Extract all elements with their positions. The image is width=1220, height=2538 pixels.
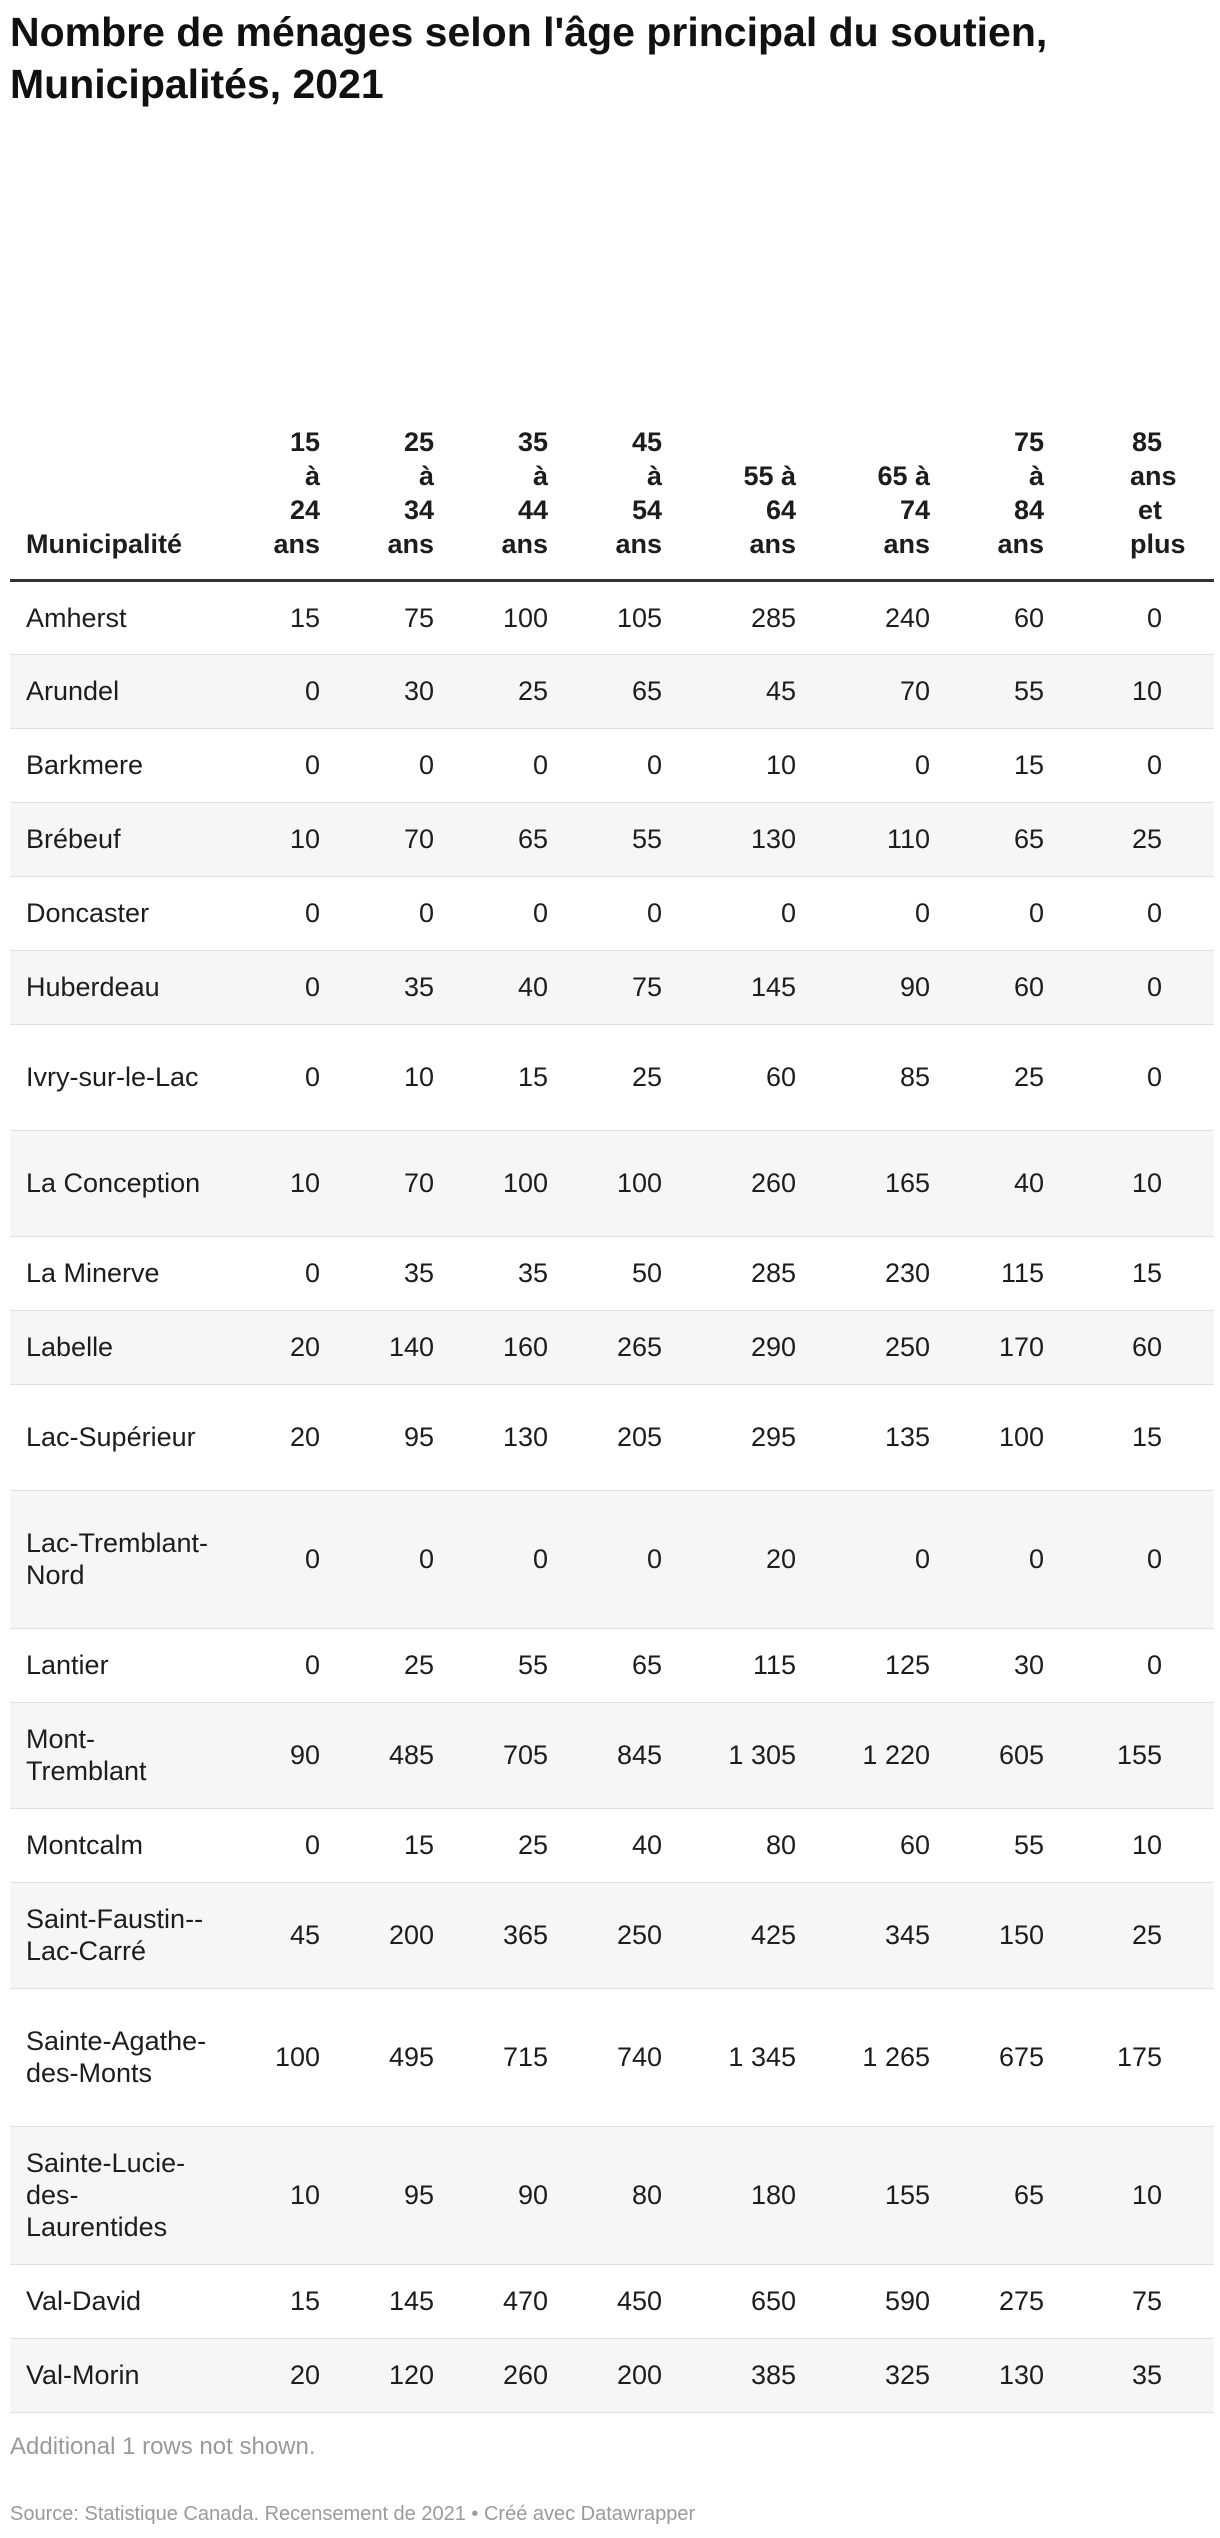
value-cell: 240 bbox=[812, 580, 946, 654]
value-cell: 25 bbox=[564, 1024, 678, 1130]
table-row bbox=[10, 1310, 1214, 1384]
value-cell: 130 bbox=[450, 1384, 564, 1490]
table-row bbox=[10, 2126, 1214, 2264]
value-cell: 325 bbox=[812, 2338, 946, 2412]
value-cell: 0 bbox=[336, 728, 450, 802]
municipality-cell: Val-Morin bbox=[10, 2338, 228, 2412]
table-row bbox=[10, 728, 1214, 802]
rows-hidden-note: Additional 1 rows not shown. bbox=[10, 2433, 316, 2460]
value-cell: 0 bbox=[678, 876, 812, 950]
value-cell: 250 bbox=[564, 1882, 678, 1988]
value-cell: 35 bbox=[1060, 2338, 1214, 2412]
value-cell: 25 bbox=[1060, 802, 1214, 876]
value-cell: 290 bbox=[678, 1310, 812, 1384]
value-cell: 605 bbox=[946, 1702, 1060, 1808]
column-header[interactable]: 15 à 24 ans bbox=[228, 415, 336, 580]
municipality-cell: La Minerve bbox=[10, 1236, 228, 1310]
value-cell: 0 bbox=[564, 728, 678, 802]
value-cell: 0 bbox=[946, 1490, 1060, 1628]
value-cell: 165 bbox=[812, 1130, 946, 1236]
table-row bbox=[10, 876, 1214, 950]
value-cell: 1 345 bbox=[678, 1988, 812, 2126]
value-cell: 80 bbox=[678, 1808, 812, 1882]
value-cell: 250 bbox=[812, 1310, 946, 1384]
value-cell: 55 bbox=[946, 654, 1060, 728]
column-header[interactable]: 65 à 74 ans bbox=[812, 415, 946, 580]
value-cell: 115 bbox=[946, 1236, 1060, 1310]
value-cell: 0 bbox=[228, 728, 336, 802]
value-cell: 0 bbox=[1060, 876, 1214, 950]
value-cell: 70 bbox=[812, 654, 946, 728]
table-row bbox=[10, 1490, 1214, 1628]
value-cell: 0 bbox=[1060, 1024, 1214, 1130]
value-cell: 470 bbox=[450, 2264, 564, 2338]
municipality-cell: Val-David bbox=[10, 2264, 228, 2338]
value-cell: 140 bbox=[336, 1310, 450, 1384]
value-cell: 110 bbox=[812, 802, 946, 876]
value-cell: 30 bbox=[946, 1628, 1060, 1702]
value-cell: 260 bbox=[678, 1130, 812, 1236]
table-row bbox=[10, 1024, 1214, 1130]
value-cell: 10 bbox=[228, 1130, 336, 1236]
data-table-container bbox=[10, 415, 1214, 2413]
table-row bbox=[10, 1988, 1214, 2126]
value-cell: 260 bbox=[450, 2338, 564, 2412]
value-cell: 90 bbox=[812, 950, 946, 1024]
value-cell: 845 bbox=[564, 1702, 678, 1808]
value-cell: 0 bbox=[812, 876, 946, 950]
value-cell: 40 bbox=[946, 1130, 1060, 1236]
municipality-cell: Sainte-Lucie-des-Laurentides bbox=[10, 2126, 228, 2264]
value-cell: 65 bbox=[946, 802, 1060, 876]
value-cell: 145 bbox=[336, 2264, 450, 2338]
value-cell: 265 bbox=[564, 1310, 678, 1384]
value-cell: 55 bbox=[450, 1628, 564, 1702]
value-cell: 155 bbox=[1060, 1702, 1214, 1808]
value-cell: 100 bbox=[946, 1384, 1060, 1490]
value-cell: 55 bbox=[946, 1808, 1060, 1882]
value-cell: 425 bbox=[678, 1882, 812, 1988]
value-cell: 485 bbox=[336, 1702, 450, 1808]
value-cell: 135 bbox=[812, 1384, 946, 1490]
value-cell: 0 bbox=[564, 1490, 678, 1628]
value-cell: 10 bbox=[228, 802, 336, 876]
value-cell: 650 bbox=[678, 2264, 812, 2338]
value-cell: 15 bbox=[228, 580, 336, 654]
value-cell: 90 bbox=[450, 2126, 564, 2264]
value-cell: 15 bbox=[450, 1024, 564, 1130]
value-cell: 40 bbox=[450, 950, 564, 1024]
municipality-cell: Arundel bbox=[10, 654, 228, 728]
value-cell: 15 bbox=[1060, 1236, 1214, 1310]
chart-title: Nombre de ménages selon l'âge principal du soutien, Municipalités, 2021 bbox=[10, 9, 1048, 107]
value-cell: 90 bbox=[228, 1702, 336, 1808]
value-cell: 0 bbox=[228, 1808, 336, 1882]
value-cell: 0 bbox=[946, 876, 1060, 950]
value-cell: 155 bbox=[812, 2126, 946, 2264]
value-cell: 95 bbox=[336, 2126, 450, 2264]
municipality-cell: Mont-Tremblant bbox=[10, 1702, 228, 1808]
source-note: Source: Statistique Canada. Recensement de 2021 • Créé avec Datawrapper bbox=[10, 2503, 696, 2525]
value-cell: 0 bbox=[1060, 1490, 1214, 1628]
value-cell: 1 265 bbox=[812, 1988, 946, 2126]
value-cell: 0 bbox=[564, 876, 678, 950]
value-cell: 205 bbox=[564, 1384, 678, 1490]
value-cell: 0 bbox=[1060, 580, 1214, 654]
value-cell: 95 bbox=[336, 1384, 450, 1490]
column-header[interactable]: 55 à 64 ans bbox=[678, 415, 812, 580]
municipality-cell: Amherst bbox=[10, 580, 228, 654]
value-cell: 0 bbox=[812, 1490, 946, 1628]
value-cell: 0 bbox=[450, 1490, 564, 1628]
municipality-cell: Lantier bbox=[10, 1628, 228, 1702]
value-cell: 180 bbox=[678, 2126, 812, 2264]
value-cell: 0 bbox=[228, 876, 336, 950]
table-row bbox=[10, 1628, 1214, 1702]
value-cell: 740 bbox=[564, 1988, 678, 2126]
value-cell: 75 bbox=[1060, 2264, 1214, 2338]
table-body bbox=[10, 580, 1214, 2412]
value-cell: 20 bbox=[228, 2338, 336, 2412]
municipality-cell: Montcalm bbox=[10, 1808, 228, 1882]
value-cell: 590 bbox=[812, 2264, 946, 2338]
column-header[interactable]: 85 ans et plus bbox=[1060, 415, 1214, 580]
table-row bbox=[10, 1130, 1214, 1236]
municipality-cell: Doncaster bbox=[10, 876, 228, 950]
table-row bbox=[10, 1384, 1214, 1490]
value-cell: 115 bbox=[678, 1628, 812, 1702]
table-row bbox=[10, 2264, 1214, 2338]
value-cell: 275 bbox=[946, 2264, 1060, 2338]
municipality-cell: Saint-Faustin--Lac-Carré bbox=[10, 1882, 228, 1988]
column-header[interactable]: 45 à 54 ans bbox=[564, 415, 678, 580]
value-cell: 0 bbox=[228, 1490, 336, 1628]
value-cell: 0 bbox=[228, 1024, 336, 1130]
table-row bbox=[10, 2338, 1214, 2412]
value-cell: 100 bbox=[564, 1130, 678, 1236]
column-header[interactable]: Municipalité bbox=[10, 415, 228, 580]
value-cell: 60 bbox=[812, 1808, 946, 1882]
municipality-cell: Lac-Supérieur bbox=[10, 1384, 228, 1490]
value-cell: 120 bbox=[336, 2338, 450, 2412]
value-cell: 0 bbox=[450, 728, 564, 802]
table-row bbox=[10, 950, 1214, 1024]
value-cell: 10 bbox=[678, 728, 812, 802]
value-cell: 200 bbox=[336, 1882, 450, 1988]
value-cell: 0 bbox=[336, 1490, 450, 1628]
value-cell: 0 bbox=[1060, 728, 1214, 802]
value-cell: 35 bbox=[336, 1236, 450, 1310]
value-cell: 60 bbox=[946, 580, 1060, 654]
value-cell: 20 bbox=[228, 1310, 336, 1384]
value-cell: 60 bbox=[946, 950, 1060, 1024]
municipality-cell: Labelle bbox=[10, 1310, 228, 1384]
data-table bbox=[10, 415, 1214, 2413]
municipality-cell: Lac-Tremblant-Nord bbox=[10, 1490, 228, 1628]
value-cell: 25 bbox=[450, 654, 564, 728]
value-cell: 365 bbox=[450, 1882, 564, 1988]
value-cell: 80 bbox=[564, 2126, 678, 2264]
value-cell: 55 bbox=[564, 802, 678, 876]
value-cell: 175 bbox=[1060, 1988, 1214, 2126]
value-cell: 25 bbox=[946, 1024, 1060, 1130]
value-cell: 25 bbox=[336, 1628, 450, 1702]
value-cell: 65 bbox=[564, 1628, 678, 1702]
column-header[interactable]: 25 à 34 ans bbox=[336, 415, 450, 580]
value-cell: 0 bbox=[228, 654, 336, 728]
value-cell: 230 bbox=[812, 1236, 946, 1310]
table-row bbox=[10, 1236, 1214, 1310]
value-cell: 0 bbox=[336, 876, 450, 950]
value-cell: 10 bbox=[1060, 2126, 1214, 2264]
value-cell: 20 bbox=[678, 1490, 812, 1628]
value-cell: 100 bbox=[228, 1988, 336, 2126]
value-cell: 0 bbox=[1060, 1628, 1214, 1702]
value-cell: 345 bbox=[812, 1882, 946, 1988]
value-cell: 15 bbox=[336, 1808, 450, 1882]
value-cell: 285 bbox=[678, 580, 812, 654]
value-cell: 50 bbox=[564, 1236, 678, 1310]
value-cell: 10 bbox=[1060, 1130, 1214, 1236]
table-row bbox=[10, 654, 1214, 728]
value-cell: 15 bbox=[1060, 1384, 1214, 1490]
value-cell: 25 bbox=[450, 1808, 564, 1882]
value-cell: 15 bbox=[946, 728, 1060, 802]
value-cell: 30 bbox=[336, 654, 450, 728]
value-cell: 160 bbox=[450, 1310, 564, 1384]
value-cell: 45 bbox=[228, 1882, 336, 1988]
value-cell: 35 bbox=[336, 950, 450, 1024]
value-cell: 0 bbox=[450, 876, 564, 950]
municipality-cell: Ivry-sur-le-Lac bbox=[10, 1024, 228, 1130]
value-cell: 60 bbox=[1060, 1310, 1214, 1384]
value-cell: 105 bbox=[564, 580, 678, 654]
value-cell: 70 bbox=[336, 802, 450, 876]
value-cell: 715 bbox=[450, 1988, 564, 2126]
value-cell: 170 bbox=[946, 1310, 1060, 1384]
value-cell: 45 bbox=[678, 654, 812, 728]
value-cell: 0 bbox=[228, 1628, 336, 1702]
table-row bbox=[10, 802, 1214, 876]
column-header[interactable]: 75 à 84 ans bbox=[946, 415, 1060, 580]
value-cell: 100 bbox=[450, 580, 564, 654]
municipality-cell: Huberdeau bbox=[10, 950, 228, 1024]
value-cell: 60 bbox=[678, 1024, 812, 1130]
value-cell: 85 bbox=[812, 1024, 946, 1130]
municipality-cell: Sainte-Agathe-des-Monts bbox=[10, 1988, 228, 2126]
value-cell: 0 bbox=[1060, 950, 1214, 1024]
value-cell: 675 bbox=[946, 1988, 1060, 2126]
value-cell: 65 bbox=[450, 802, 564, 876]
table-header-row bbox=[10, 415, 1214, 580]
value-cell: 200 bbox=[564, 2338, 678, 2412]
value-cell: 0 bbox=[228, 1236, 336, 1310]
municipality-cell: Barkmere bbox=[10, 728, 228, 802]
value-cell: 145 bbox=[678, 950, 812, 1024]
value-cell: 75 bbox=[564, 950, 678, 1024]
value-cell: 65 bbox=[564, 654, 678, 728]
value-cell: 40 bbox=[564, 1808, 678, 1882]
value-cell: 130 bbox=[946, 2338, 1060, 2412]
value-cell: 10 bbox=[1060, 654, 1214, 728]
value-cell: 450 bbox=[564, 2264, 678, 2338]
value-cell: 285 bbox=[678, 1236, 812, 1310]
value-cell: 0 bbox=[812, 728, 946, 802]
value-cell: 100 bbox=[450, 1130, 564, 1236]
value-cell: 10 bbox=[1060, 1808, 1214, 1882]
value-cell: 10 bbox=[228, 2126, 336, 2264]
value-cell: 15 bbox=[228, 2264, 336, 2338]
value-cell: 150 bbox=[946, 1882, 1060, 1988]
value-cell: 130 bbox=[678, 802, 812, 876]
table-row bbox=[10, 1808, 1214, 1882]
value-cell: 385 bbox=[678, 2338, 812, 2412]
value-cell: 10 bbox=[336, 1024, 450, 1130]
column-header[interactable]: 35 à 44 ans bbox=[450, 415, 564, 580]
municipality-cell: Brébeuf bbox=[10, 802, 228, 876]
value-cell: 35 bbox=[450, 1236, 564, 1310]
value-cell: 495 bbox=[336, 1988, 450, 2126]
value-cell: 25 bbox=[1060, 1882, 1214, 1988]
value-cell: 125 bbox=[812, 1628, 946, 1702]
value-cell: 1 220 bbox=[812, 1702, 946, 1808]
table-row bbox=[10, 580, 1214, 654]
value-cell: 705 bbox=[450, 1702, 564, 1808]
value-cell: 70 bbox=[336, 1130, 450, 1236]
table-row bbox=[10, 1702, 1214, 1808]
value-cell: 0 bbox=[228, 950, 336, 1024]
municipality-cell: La Conception bbox=[10, 1130, 228, 1236]
value-cell: 1 305 bbox=[678, 1702, 812, 1808]
value-cell: 75 bbox=[336, 580, 450, 654]
value-cell: 295 bbox=[678, 1384, 812, 1490]
value-cell: 20 bbox=[228, 1384, 336, 1490]
table-row bbox=[10, 1882, 1214, 1988]
value-cell: 65 bbox=[946, 2126, 1060, 2264]
